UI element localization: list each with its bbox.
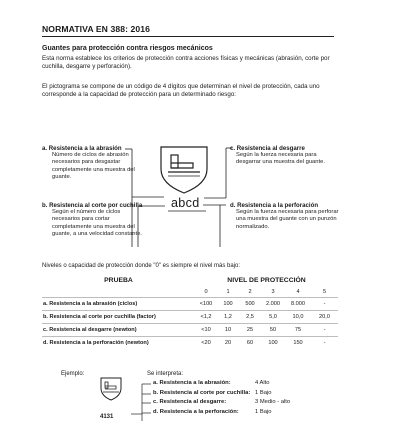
pictogram-paragraph: El pictograma se compone de un código de 4 dígitos que determinan el nivel de protección, cada uno corresponde a la capacidad de protección para un determinado riesgo: [42, 83, 320, 99]
interpret-item-label: d. Resistencia a la perforación: [153, 409, 239, 415]
table-cell: <100 [195, 298, 217, 311]
table-cell: 500 [239, 298, 261, 311]
section-subtitle: Guantes para protección contra riesgos mecánicos [42, 45, 213, 52]
table-cell: <10 [195, 324, 217, 337]
intro-paragraph: Esta norma establece los criterios de protección contra acciones físicas y mecánicas (abrasión, corte por cuchilla, desgarre y perforación). [42, 55, 330, 71]
example-connectors [131, 384, 151, 421]
page-title: NORMATIVA EN 388: 2016 [42, 24, 151, 34]
table-cell: 75 [285, 324, 311, 337]
row-label: c. Resistencia al desgarre (newton) [42, 324, 195, 337]
interpret-item-value: 1 Bajo [255, 390, 272, 396]
table-cell: 10,0 [285, 311, 311, 324]
table-row [42, 337, 338, 350]
table-cell: 150 [285, 337, 311, 350]
interpret-item-label: b. Resistencia al corte por cuchilla: [153, 390, 251, 396]
table-cell: 2,5 [239, 311, 261, 324]
label-c [230, 145, 350, 167]
col-header-prueba: PRUEBA [104, 276, 133, 284]
label-a-title: a. Resistencia a la abrasión [42, 145, 122, 152]
level-number: 0 [204, 288, 208, 295]
level-number: 4 [296, 288, 300, 295]
table-cell: <20 [195, 337, 217, 350]
table-row [42, 298, 338, 311]
label-c-title: c. Resistencia al desgarre [230, 145, 305, 152]
table-cell: 50 [261, 324, 285, 337]
table-row [42, 324, 338, 337]
example-shield-icon [101, 378, 121, 400]
table-cell: 25 [239, 324, 261, 337]
interpret-item-value: 4 Alto [255, 380, 270, 386]
interpret-item-label: c. Resistencia al desgarre: [153, 399, 227, 405]
table-row [42, 311, 338, 324]
table-cell: 20,0 [311, 311, 338, 324]
table-cell: 2.000 [261, 298, 285, 311]
label-d-desc: Según la fuerza necesaria para perforar una muestra del guante con un punzón normalizado. [236, 209, 339, 230]
pictogram-code: abcd [171, 196, 200, 210]
example-label: Ejemplo: [61, 371, 85, 377]
col-header-nivel: NIVEL DE PROTECCIÓN [227, 276, 306, 284]
label-b [42, 202, 162, 239]
table-cell: 100 [217, 298, 239, 311]
table-cell: 1,2 [217, 311, 239, 324]
interpret-item-label: a. Resistencia a la abrasión: [153, 380, 231, 386]
row-label: d. Resistencia a la perforación (newton) [42, 337, 195, 350]
shield-icon [161, 147, 207, 193]
label-b-title: b. Resistencia al corte por cuchilla [42, 202, 143, 209]
example-code: 4131 [100, 414, 114, 420]
label-b-desc: Según el número de ciclos necesarios para cortar completamente una muestra del guante, a una velocidad constante. [52, 209, 142, 238]
interpret-item-value: 1 Bajo [255, 409, 272, 415]
level-number: 1 [226, 288, 230, 295]
level-number: 2 [248, 288, 252, 295]
levels-intro: Niveles o capacidad de protección donde "0" es siempre el nivel más bajo: [42, 263, 241, 269]
interpret-heading: Se interpreta: [147, 371, 184, 377]
interpret-item-value: 3 Medio - alto [255, 399, 291, 405]
table-cell: - [311, 298, 338, 311]
table-cell: 8.000 [285, 298, 311, 311]
levels-table [42, 274, 338, 349]
label-a-desc: Número de ciclos de abrasión necesarios para desgastar completamente una muestra del guante. [52, 152, 135, 181]
label-d [230, 202, 350, 231]
row-label: a. Resistencia a la abrasión (ciclos) [42, 298, 195, 311]
table-cell: 20 [217, 337, 239, 350]
table-cell: 60 [239, 337, 261, 350]
table-cell: <1,2 [195, 311, 217, 324]
row-label: b. Resistencia al corte por cuchilla (factor) [42, 311, 195, 324]
table-cell: 10 [217, 324, 239, 337]
label-d-title: d. Resistencia a la perforación [230, 202, 319, 209]
table-cell: 100 [261, 337, 285, 350]
label-a [42, 145, 162, 182]
table-cell: 5,0 [261, 311, 285, 324]
level-number: 5 [322, 288, 327, 295]
table-cell: - [311, 324, 338, 337]
table-cell: - [311, 337, 338, 350]
level-numbers-row [42, 286, 338, 298]
label-c-desc: Según la fuerza necesaria para desgarrar una muestra del guante. [236, 152, 325, 166]
level-number: 3 [271, 288, 275, 295]
